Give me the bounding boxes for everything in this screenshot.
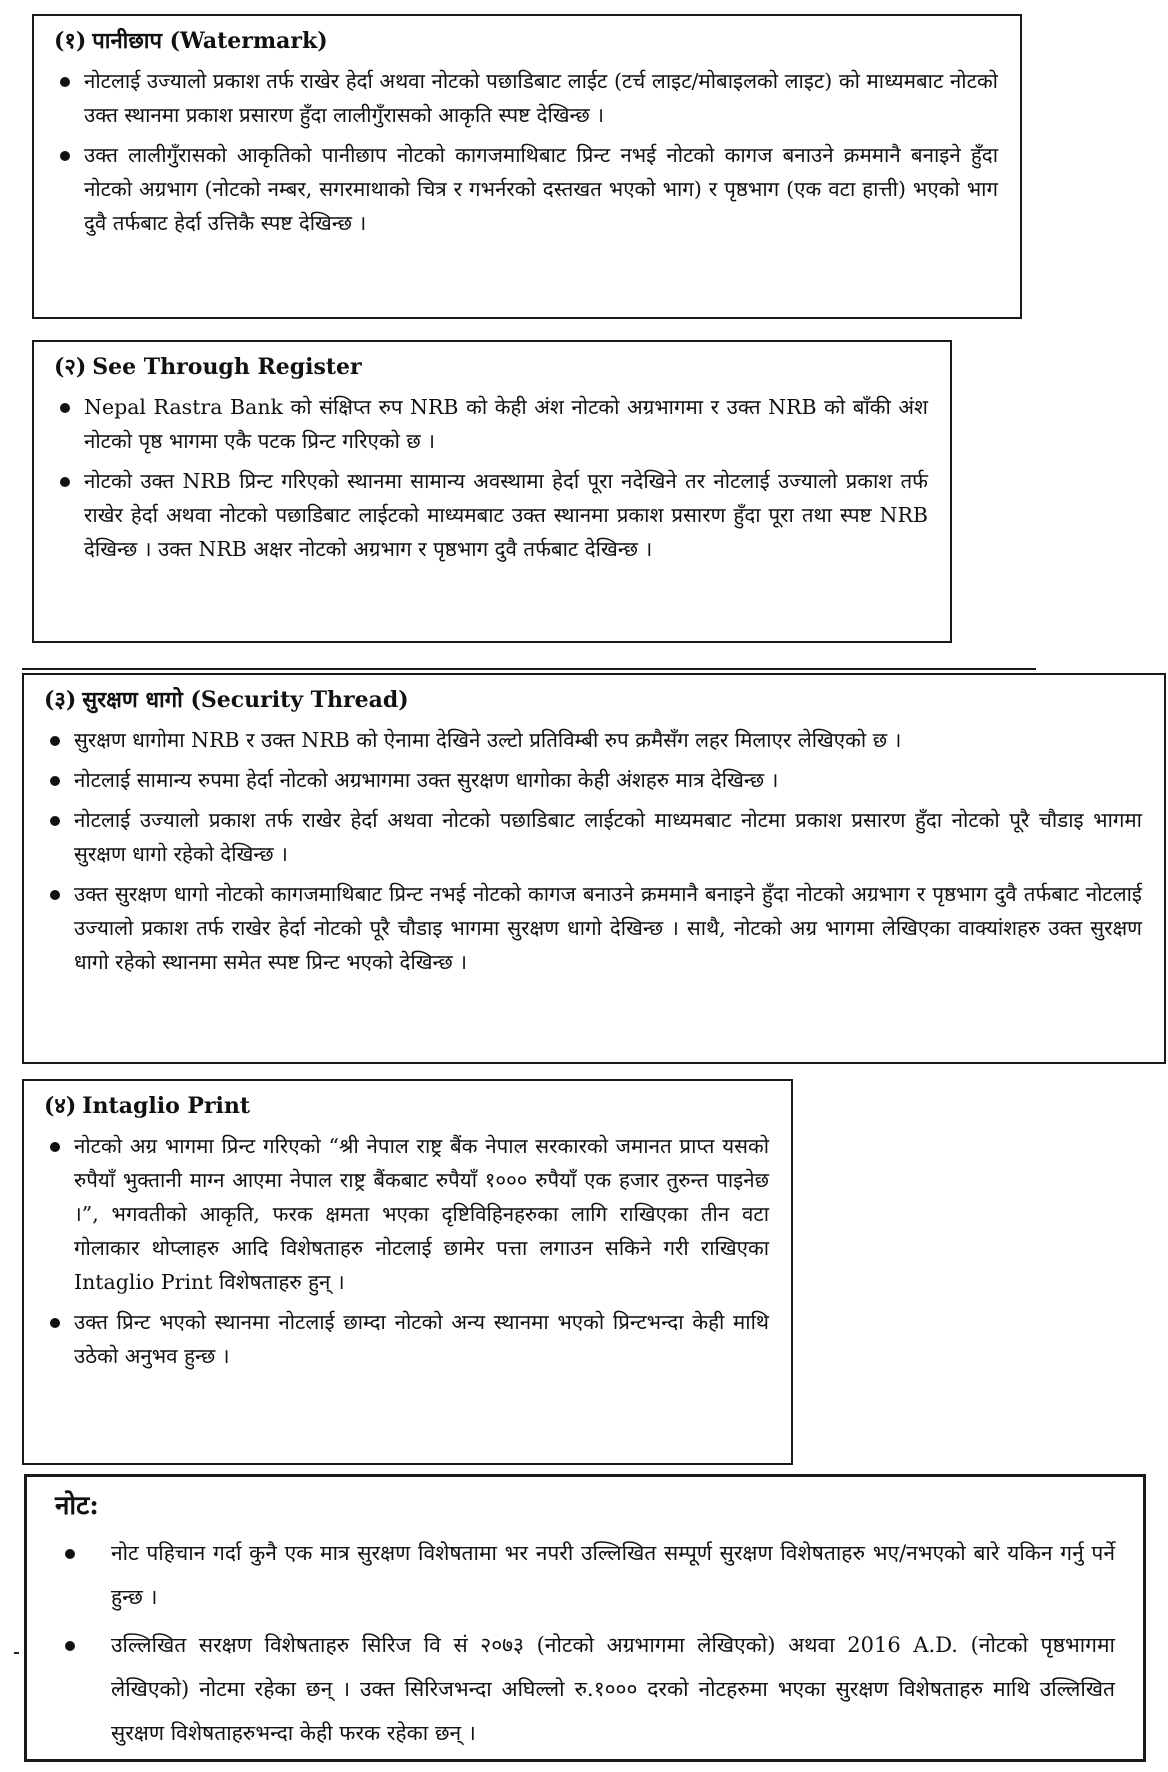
bullet-list [44, 1129, 769, 1373]
list-item: नोटलाई सामान्य रुपमा हेर्दा नोटको अग्रभागमा उक्त सुरक्षण धागोका केही अंशहरु मात्र देखिन्छ । [44, 763, 1142, 797]
section-title [44, 1091, 769, 1121]
list-item: नोटको उक्त NRB प्रिन्ट गरिएको स्थानमा सामान्य अवस्थामा हेर्दा पूरा नदेखिने तर नोटलाई उज्यालो प्रकाश तर्फ राखेर हेर्दा अथवा नोटको पछाडिबाट लाईटको माध्यमबाट उक्त स्थानमा प्रकाश प्रसारण हुँदा पूरा तथा स्पष्ट NRB देखिन्छ । उक्त NRB अक्षर नोटको अग्रभाग र पृष्ठभाग दुवै तर्फबाट देखिन्छ । [54, 464, 928, 566]
bullet-list [44, 723, 1142, 979]
section-intaglio-print [22, 1079, 793, 1465]
bullet-icon [60, 403, 70, 413]
section-heading: Intaglio Print [82, 1093, 251, 1119]
bullet-icon [50, 1318, 60, 1328]
section-title [44, 685, 1142, 715]
bullet-icon [65, 1641, 75, 1651]
section-number: (१) [54, 28, 87, 54]
bullet-icon [60, 477, 70, 487]
bullet-icon [50, 776, 60, 786]
note-title: नोट: [55, 1491, 99, 1521]
list-item: Nepal Rastra Bank को संक्षिप्त रुप NRB को केही अंश नोटको अग्रभागमा र उक्त NRB को बाँकी अंश नोटको पृष्ठ भागमा एकै पटक प्रिन्ट गरिएको छ । [54, 390, 928, 458]
section-number: (२) [54, 354, 87, 380]
section-heading: सुरक्षण धागो (Security Thread) [82, 687, 409, 713]
bullet-icon [50, 890, 60, 900]
bullet-icon [60, 77, 70, 87]
bullet-icon [50, 816, 60, 826]
bullet-list [54, 64, 998, 240]
section-title [54, 26, 998, 56]
section-security-thread [22, 673, 1166, 1064]
bullet-icon [65, 1549, 75, 1559]
bullet-list [54, 390, 928, 566]
list-item: उल्लिखित सरक्षण विशेषताहरु सिरिज वि सं २०७३ (नोटको अग्रभागमा लेखिएको) अथवा 2016 A.D. (नोटको पृष्ठभागमा लेखिएको) नोटमा रहेका छन् । उक्त सिरिजभन्दा अघिल्लो रु.१००० दरको नोटहरुमा भएका सुरक्षण विशेषताहरु माथि उल्लिखित सुरक्षण विशेषताहरुभन्दा केही फरक रहेका छन् । [55, 1623, 1115, 1755]
divider-line [22, 668, 1036, 670]
section-heading: See Through Register [92, 354, 362, 380]
section-heading: पानीछाप (Watermark) [92, 28, 328, 54]
stray-mark [14, 1652, 19, 1654]
bullet-list [55, 1531, 1115, 1755]
list-item: नोटको अग्र भागमा प्रिन्ट गरिएको “श्री नेपाल राष्ट्र बैंक नेपाल सरकारको जमानत प्राप्त यसको रुपैयाँ भुक्तानी माग्न आएमा नेपाल राष्ट्र बैंकबाट रुपैयाँ १००० रुपैयाँ एक हजार तुरुन्त पाइनेछ ।”, भगवतीको आकृति, फरक क्षमता भएका दृष्टिविहिनहरुका लागि राखिएका तीन वटा गोलाकार थोप्लाहरु आदि विशेषताहरु नोटलाई छामेर पत्ता लगाउन सकिने गरी राखिएका Intaglio Print विशेषताहरु हुन् । [44, 1129, 769, 1299]
bullet-icon [60, 151, 70, 161]
section-title [54, 352, 928, 382]
section-number: (३) [44, 687, 77, 713]
section-see-through-register [32, 340, 952, 643]
list-item: उक्त सुरक्षण धागो नोटको कागजमाथिबाट प्रिन्ट नभई नोटको कागज बनाउने क्रममानै बनाइने हुँदा नोटको अग्रभाग र पृष्ठभाग दुवै तर्फबाट नोटलाई उज्यालो प्रकाश तर्फ राखेर हेर्दा नोटको पूरै चौडाइ भागमा सुरक्षण धागो देखिन्छ । साथै, नोटको अग्र भागमा लेखिएका वाक्यांशहरु उक्त सुरक्षण धागो रहेको स्थानमा समेत स्पष्ट प्रिन्ट भएको देखिन्छ । [44, 877, 1142, 979]
list-item: उक्त प्रिन्ट भएको स्थानमा नोटलाई छाम्दा नोटको अन्य स्थानमा भएको प्रिन्टभन्दा केही माथि उठेको अनुभव हुन्छ । [44, 1305, 769, 1373]
list-item: नोट पहिचान गर्दा कुनै एक मात्र सुरक्षण विशेषतामा भर नपरी उल्लिखित सम्पूर्ण सुरक्षण विशेषताहरु भए/नभएको बारे यकिन गर्नु पर्ने हुन्छ । [55, 1531, 1115, 1619]
list-item: उक्त लालीगुँरासको आकृतिको पानीछाप नोटको कागजमाथिबाट प्रिन्ट नभई नोटको कागज बनाउने क्रममानै बनाइने हुँदा नोटको अग्रभाग (नोटको नम्बर, सगरमाथाको चित्र र गभर्नरको दस्तखत भएको भाग) र पृष्ठभाग (एक वटा हात्ती) भएको भाग दुवै तर्फबाट हेर्दा उत्तिकै स्पष्ट देखिन्छ । [54, 138, 998, 240]
bullet-icon [50, 1142, 60, 1152]
list-item: नोटलाई उज्यालो प्रकाश तर्फ राखेर हेर्दा अथवा नोटको पछाडिबाट लाईटको माध्यमबाट नोटमा प्रकाश प्रसारण हुँदा नोटको पूरै चौडाइ भागमा सुरक्षण धागो रहेको देखिन्छ । [44, 803, 1142, 871]
list-item: सुरक्षण धागोमा NRB र उक्त NRB को ऐनामा देखिने उल्टो प्रतिविम्बी रुप क्रमैसँग लहर मिलाएर लेखिएको छ । [44, 723, 1142, 757]
note-box [24, 1474, 1146, 1762]
section-watermark [32, 14, 1022, 319]
list-item: नोटलाई उज्यालो प्रकाश तर्फ राखेर हेर्दा अथवा नोटको पछाडिबाट लाईट (टर्च लाइट/मोबाइलको लाइट) को माध्यमबाट नोटको उक्त स्थानमा प्रकाश प्रसारण हुँदा लालीगुँरासको आकृति स्पष्ट देखिन्छ । [54, 64, 998, 132]
section-number: (४) [44, 1093, 77, 1119]
bullet-icon [50, 736, 60, 746]
